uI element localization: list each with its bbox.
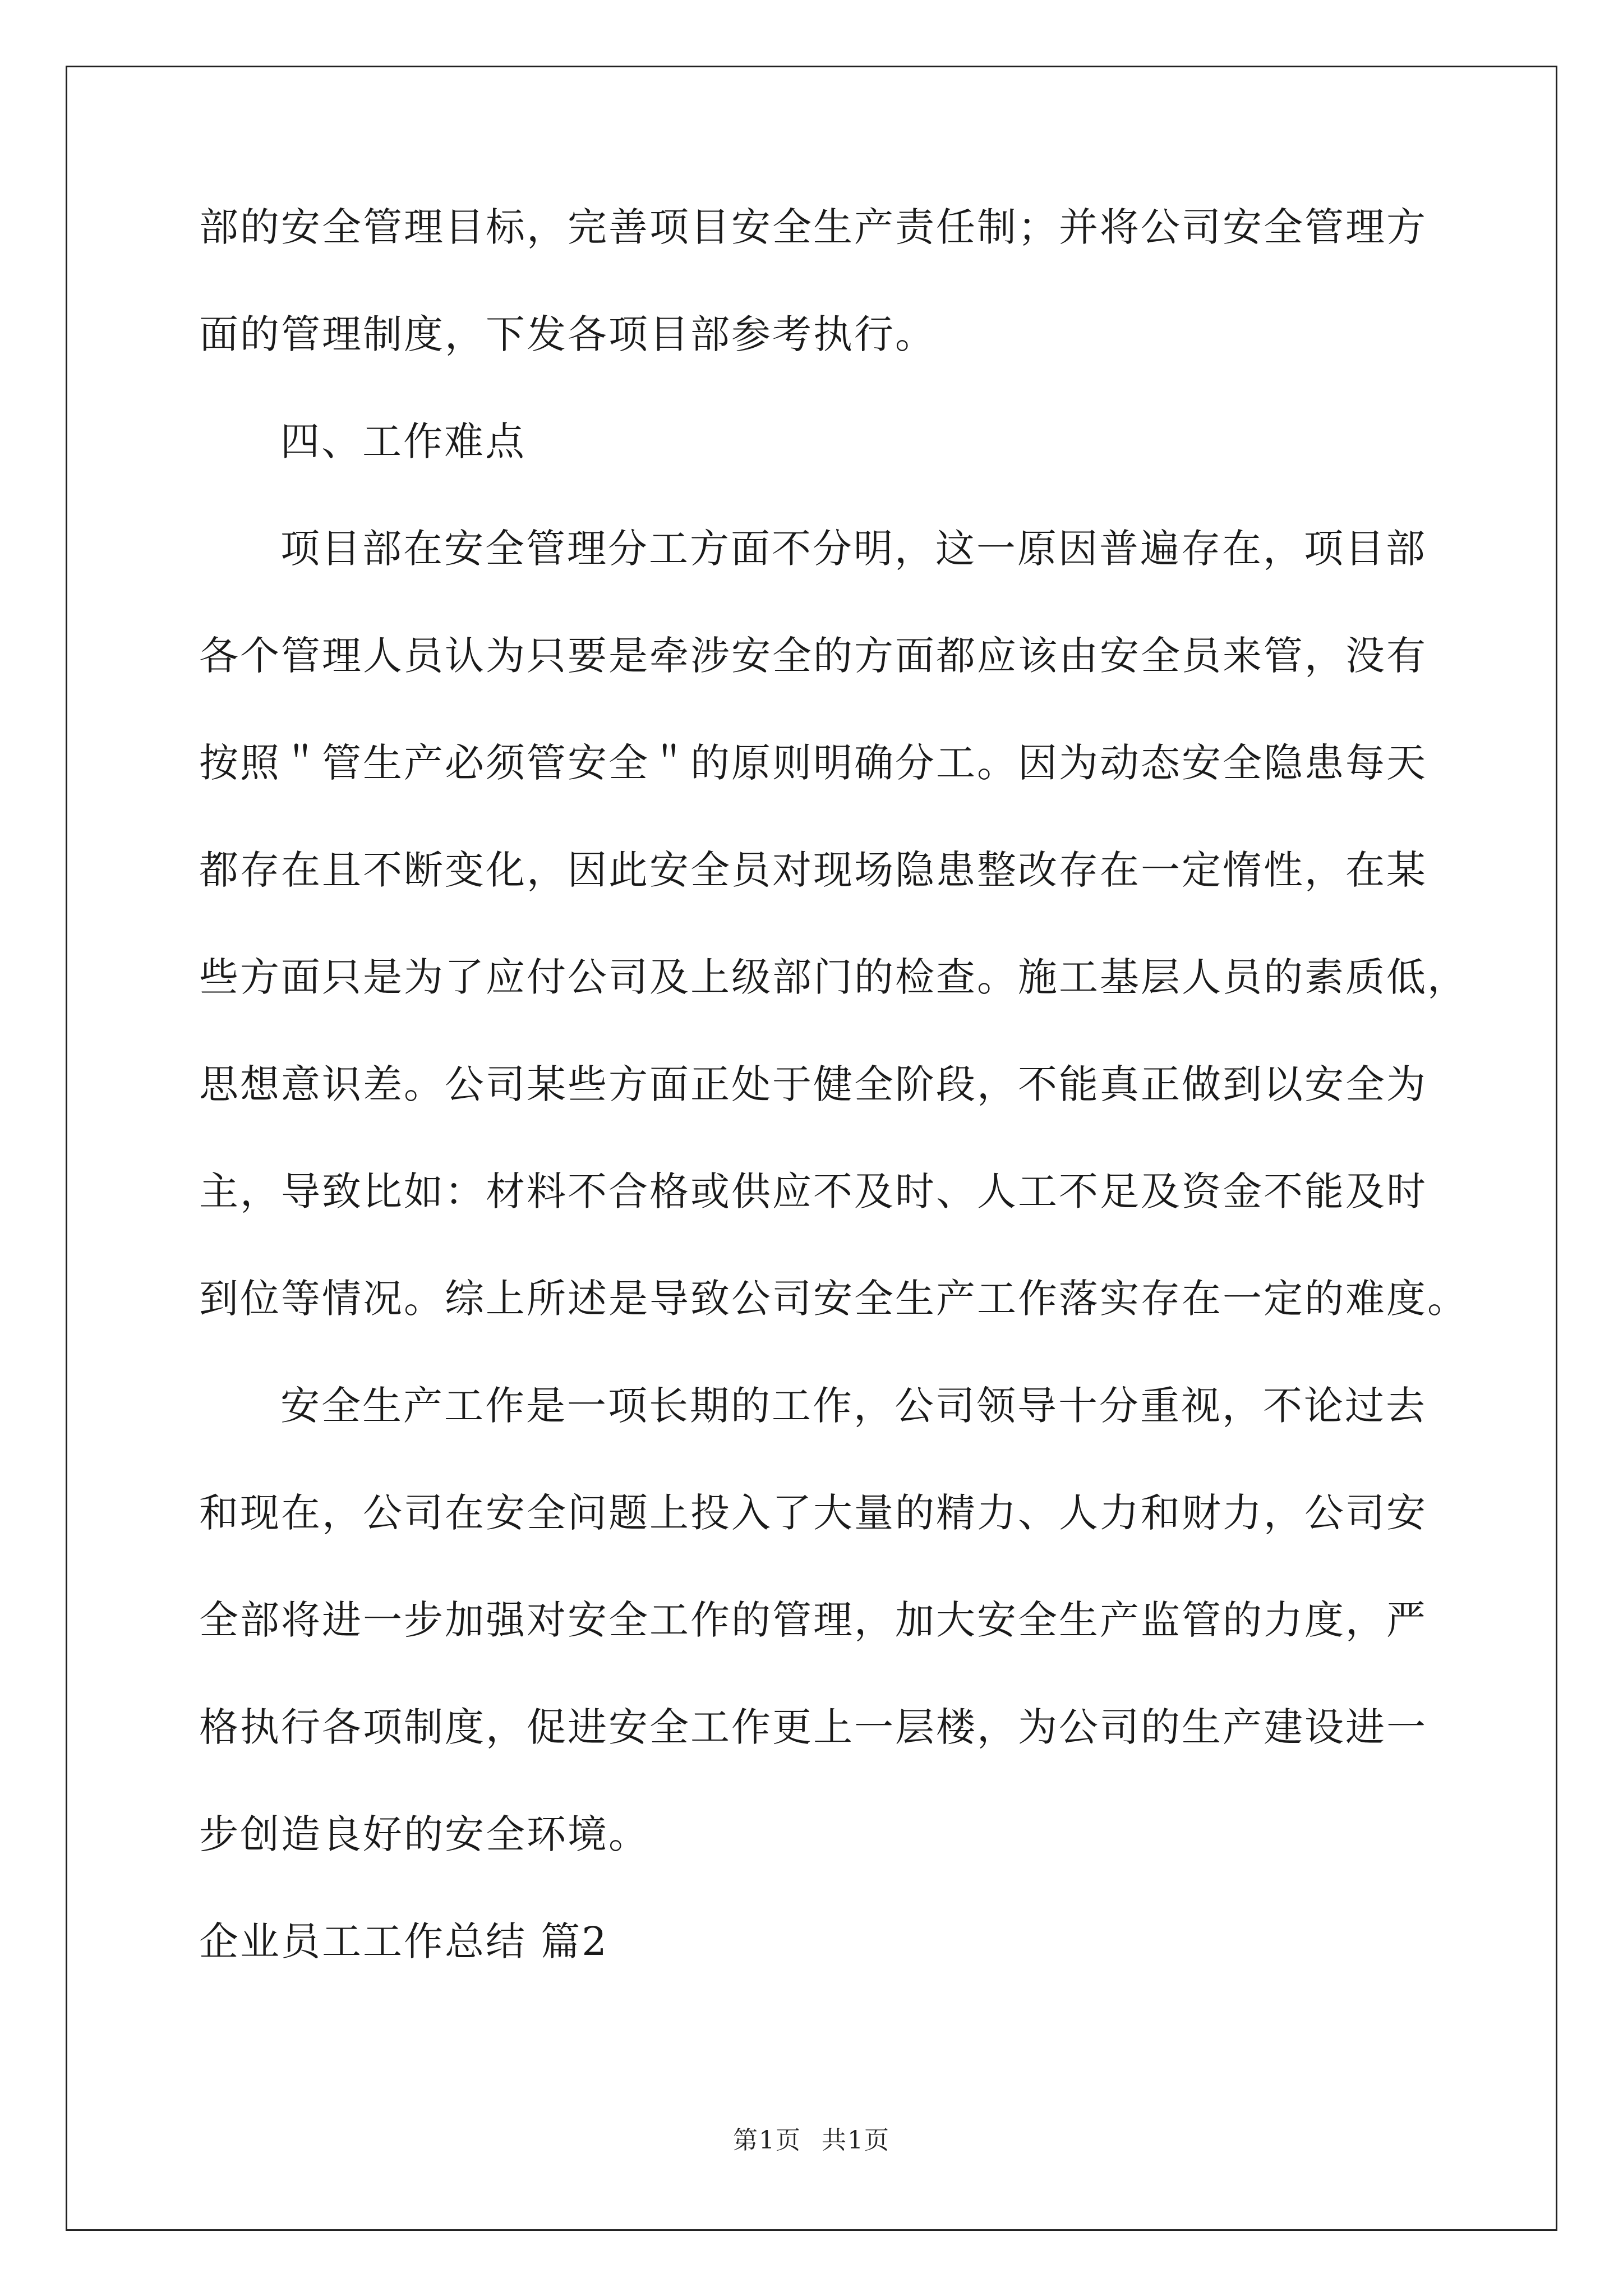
text-line: 到位等情况。综上所述是导致公司安全生产工作落实存在一定的难度。 [199,1276,1468,1322]
text-line: 各个管理人员认为只要是牵涉安全的方面都应该由安全员来管，没有 [199,633,1427,679]
page-total: 共1页 [822,2126,890,2155]
text-line: 些方面只是为了应付公司及上级部门的检查。施工基层人员的素质低， [199,954,1468,1000]
text-line: 格执行各项制度，促进安全工作更上一层楼，为公司的生产建设进一 [199,1704,1427,1750]
text-line: 和现在，公司在安全问题上投入了大量的精力、人力和财力，公司安 [199,1490,1427,1536]
section-heading: 四、工作难点 [280,418,526,464]
text-line: 全部将进一步加强对安全工作的管理，加大安全生产监管的力度，严 [199,1597,1427,1643]
article-title: 企业员工工作总结 篇2 [199,1918,608,1964]
text-line: 部的安全管理目标，完善项目安全生产责任制；并将公司安全管理方 [199,204,1427,250]
text-line: 思想意识差。公司某些方面正处于健全阶段，不能真正做到以安全为 [199,1061,1427,1107]
document-body [199,202,1468,2023]
text-line: 步创造良好的安全环境。 [199,1811,649,1857]
text-line: 按照＂管生产必须管安全＂的原则明确分工。因为动态安全隐患每天 [199,740,1427,786]
text-line: 安全生产工作是一项长期的工作，公司领导十分重视，不论过去 [280,1383,1427,1429]
text-line: 项目部在安全管理分工方面不分明，这一原因普遍存在，项目部 [280,526,1427,572]
text-line: 主，导致比如：材料不合格或供应不及时、人工不足及资金不能及时 [199,1168,1427,1214]
text-line: 面的管理制度，下发各项目部参考执行。 [199,311,936,357]
page-number: 第1页 [733,2126,801,2155]
text-line: 都存在且不断变化，因此安全员对现场隐患整改存在一定惰性，在某 [199,847,1427,893]
page-footer [0,2125,1623,2156]
